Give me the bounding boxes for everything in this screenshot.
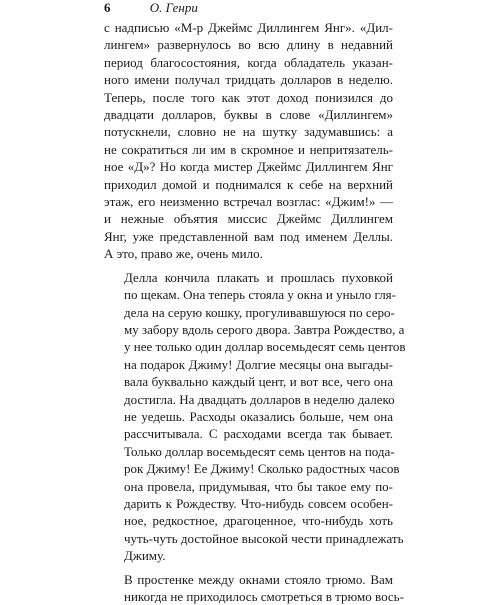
page-header	[104, 0, 396, 18]
paragraph	[104, 19, 393, 263]
text-line: ное, редкостное, драгоценное, что-нибудь хоть	[124, 513, 393, 529]
text-line: Джиму.	[124, 548, 166, 564]
text-line: этаж, его неизменно встречал возглас: «Джим!» —	[104, 194, 393, 210]
text-line: чуть-чуть достойное высокой чести принадлежать	[124, 530, 404, 546]
text-line: потускнели, словно не на шутку задумавшись: а	[104, 124, 393, 140]
text-line: му забору вдоль серого двора. Завтра Рождество, а	[124, 321, 405, 337]
text-line: и нежные объятия миссис Джеймс Диллингем	[104, 211, 393, 227]
text-line: Только доллар восемьдесят семь центов на пода-	[124, 443, 395, 459]
text-line: период благосостояния, когда обладатель указан-	[104, 54, 393, 70]
text-line: у нее только один доллар восемьдесят семь центов	[124, 339, 406, 355]
text-line: не уедешь. Расходы оказались больше, чем она	[124, 408, 393, 424]
text-line: ное «Д»? Но когда мистер Джеймс Диллингем Янг	[104, 159, 393, 175]
text-line: А это, право же, очень мило.	[104, 246, 263, 262]
text-line: Теперь, после того как этот доход понизился до	[104, 89, 393, 105]
book-text	[104, 19, 406, 605]
page-number: 6	[104, 0, 111, 15]
running-title: О. Генри	[149, 0, 198, 15]
text-line: Янг, уже представленной вам под именем Деллы.	[104, 228, 393, 244]
text-line: никогда не приходилось смотреться в трюмо вось-	[124, 589, 404, 604]
paragraph	[104, 571, 404, 605]
text-line: с надписью «М-р Джеймс Диллингем Янг». «Дил-	[104, 20, 393, 35]
text-line: по щекам. Она теперь стояла у окна и уныло гля-	[124, 287, 396, 303]
text-line: она провела, придумывая, что бы такое ему по-	[124, 478, 393, 494]
text-line: приходил домой и поднимался к себе на верхний	[104, 176, 393, 192]
text-line: рок Джиму! Ее Джиму! Сколько радостных часов	[124, 461, 400, 477]
text-line: на подарок Джиму! Долгие месяцы она выгады-	[124, 356, 393, 372]
text-line: дела на серую кошку, прогуливавшуюся по серо-	[124, 304, 395, 320]
text-line: дарить к Рождеству. Что-нибудь совсем особен-	[124, 495, 393, 511]
text-line: не сократиться ли им в скромное и непритязатель-	[104, 141, 393, 157]
text-line: В простенке между окнами стояло трюмо. Вам	[124, 571, 393, 587]
text-line: двадцати долларов, буквы в слове «Диллингем»	[104, 107, 393, 123]
text-line: рассчитывала. С расходами всегда так бывает.	[124, 426, 393, 442]
text-line: Делла кончила плакать и прошлась пуховкой	[124, 269, 393, 285]
text-line: вала буквально каждый цент, и вот все, чего она	[124, 374, 393, 390]
paragraph	[104, 269, 406, 565]
text-line: ного имени получал тридцать долларов в неделю.	[104, 72, 393, 88]
text-line: достигла. На двадцать долларов в неделю далеко	[124, 391, 395, 407]
text-line: лингем» развернулось во всю длину в недавний	[104, 37, 393, 53]
